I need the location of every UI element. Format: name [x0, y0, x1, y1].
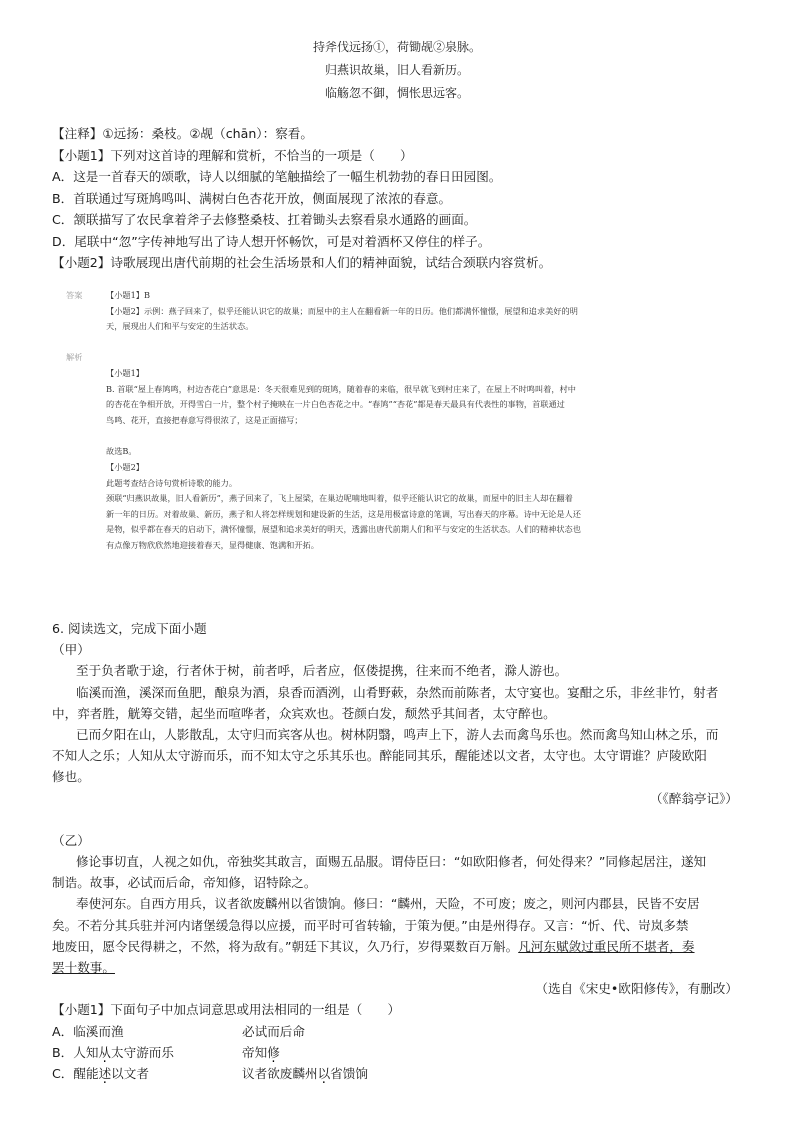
question-stem: 【小题2】诗歌展现出唐代前期的社会生活场景和人们的精神面貌，试结合颈联内容赏析。 [52, 255, 552, 270]
option-text: 以文者 [111, 1066, 149, 1082]
analysis-line: 有点像万物欣欣然地迎接着春天，显得健康、饱满和开拓。 [106, 539, 319, 550]
spacer [106, 428, 726, 444]
option-d: D．尾联中“忽”字传神地写出了诗人想开怀畅饮，可是对着酒杯又停住的样子。 [52, 233, 491, 249]
option-text: 太守游而乐 [111, 1044, 174, 1060]
question-stem: 【小题1】下面句子中加点词意思或用法相同的一组是（ ） [52, 1002, 401, 1018]
poem-line: 归燕识故巢，旧人看新历。 [324, 63, 469, 77]
poem [0, 36, 794, 105]
passage-line [52, 957, 742, 978]
passage-line: 修也。 [52, 769, 90, 785]
passage-source: （《醉翁亭记》） [649, 790, 738, 806]
underlined-sentence: 凡河东赋敛过重民所不堪者，奏 [518, 938, 695, 954]
passage-label-yi: （乙） [52, 832, 90, 848]
option-text: 议者欲废麟州 [242, 1066, 318, 1082]
analysis-line: 颈联“归燕识故巢，旧人看新历”，燕子回来了，飞上屋梁，在巢边呢喃地叫着，似乎还能认识它的故巢，而屋中的旧主人却在翻着 [106, 493, 573, 504]
passage-text: 地废田，愿令民得耕之，不然，将为敌有。”朝廷下其议，久乃行，岁得粟数百万斛。 [52, 938, 519, 954]
option-b-left [52, 1042, 242, 1063]
analysis-line: 【小题2】 [106, 461, 144, 472]
analysis-body [106, 366, 726, 554]
passage-label-jia: （甲） [52, 642, 90, 658]
analysis-line: 故选B。 [106, 446, 137, 457]
passage-line [52, 936, 742, 957]
option-text: 帝知 [242, 1044, 268, 1060]
question-title: 6. 阅读选文，完成下面小题 [52, 621, 207, 636]
answer-label: 答案 [66, 290, 83, 300]
answer-body [106, 288, 726, 335]
analysis-line: 是物，似乎都在春天的启动下，满怀憧憬，展望和追求美好的明天，透露出唐代前期人们和平与安定的生活状态。人们的精神状态也 [106, 524, 581, 535]
passage-line: 已而夕阳在山，人影散乱，太守归而宾客从也。树林阴翳，鸣声上下，游人去而禽鸟乐也。然而禽鸟知山林之乐，而 [76, 727, 719, 743]
passage-line: 奉使河东。自西方用兵，议者欲废麟州以省馈饷。修曰：“麟州，天险，不可废；废之，则河内郡县，民皆不安居 [76, 896, 700, 912]
option-c-left [52, 1063, 242, 1084]
option-b [52, 1042, 742, 1063]
dotted-word: 述 [98, 1066, 112, 1082]
underlined-sentence: 罢十数事。 [52, 960, 115, 976]
option-a-left: A．临溪而渔 [52, 1023, 124, 1039]
passage-line: 中，弈者胜，觥筹交错，起坐而喧哗者，众宾欢也。苍颜白发，颓然乎其间者，太守醉也。 [52, 705, 556, 721]
option-c-right [242, 1066, 368, 1081]
analysis-line: B. 首联“屋上春鸠鸣，村边杏花白”意思是：冬天很难见到的斑鸠，随着春的来临，很早就飞到村庄来了，在屋上不时鸣叫着，村中 [106, 383, 576, 394]
analysis-line: 新一年的日历。对着故巢、新历，燕子和人将怎样规划和建设新的生活，这是用极富诗意的笔调，写出春天的序幕。诗中无论是人还 [106, 508, 581, 519]
question-stem: 【小题1】下列对这首诗的理解和赏析，不恰当的一项是（ ） [52, 147, 413, 163]
analysis-line: 此题考查结合诗句赏析诗歌的能力。 [106, 477, 238, 488]
option-b: B．首联通过写斑鸠鸣叫、满树白色杏花开放，侧面展现了浓浓的春意。 [52, 190, 452, 206]
poem-line: 临觞忽不御，惆怅思远客。 [324, 86, 469, 100]
passage-line: 不知人之乐；人知从太守游而乐，而不知太守之乐其乐也。醉能同其乐，醒能述以文者，太守也。太守谓谁？庐陵欧阳 [52, 748, 707, 764]
annotation-note: 【注释】①远扬：桑枝。②觇（chān）：察看。 [52, 126, 313, 141]
answer-line: 【小题2】示例：燕子回来了，似乎还能认识它的故巢；而屋中的主人在翻看新一年的日历。他们都满怀憧憬，展望和追求美好的明 [106, 305, 578, 316]
spacer [52, 809, 742, 830]
question-block-6 [52, 618, 742, 1084]
option-text: B．人知 [52, 1044, 99, 1060]
option-text: C．醒能 [52, 1066, 99, 1082]
option-text: 省馈饷 [330, 1066, 368, 1082]
passage-line: 制诰。故事，必试而后命，帝知修，诏特除之。 [52, 875, 317, 891]
option-b-right [242, 1045, 280, 1060]
dotted-word: 以 [317, 1066, 331, 1082]
dotted-word: 从 [98, 1044, 112, 1060]
analysis-line: 【小题1】 [106, 368, 144, 378]
poem-line: 持斧伐远扬①，荷锄觇②泉脉。 [312, 40, 481, 54]
passage-line: 修论事切直，人视之如仇，帝独奖其敢言，面赐五品服。谓侍臣曰：“如欧阳修者，何处得来？”同修起居注，遂知 [76, 854, 707, 870]
analysis-line: 鸟鸣、花开，直接把春意写得很浓了，这是正面描写； [106, 414, 303, 425]
passage-line: 至于负者歌于途，行者休于树，前者呼，后者应，伛偻提携，往来而不绝者，滁人游也。 [76, 663, 568, 679]
analysis-line: 的杏花在争相开放，开得雪白一片，整个村子掩映在一片白色杏花之中。“春鸠”“杏花”都是春天最具有代表性的事物，首联通过 [106, 399, 565, 410]
answer-line: 【小题1】B [106, 290, 150, 300]
option-a: A．这是一首春天的颂歌，诗人以细腻的笔触描绘了一幅生机勃勃的春日田园图。 [52, 169, 502, 184]
option-c [52, 1063, 742, 1084]
option-a [52, 1021, 742, 1042]
passage-line: 临溪而渔，溪深而鱼肥，酿泉为酒，泉香而酒洌，山肴野蔌，杂然而前陈者，太守宴也。宴酣之乐，非丝非竹，射者 [76, 684, 719, 700]
passage-line: 矣。不若分其兵驻并河内诸堡缓急得以应援，而平时可省转输，于策为便。”由是州得存。又言：“忻、代、岢岚多禁 [52, 917, 689, 933]
passage-source: （选自《宋史•欧阳修传》，有删改） [535, 981, 738, 997]
analysis-label: 解析 [66, 352, 83, 362]
answer-line: 天，展现出人们和平与安定的生活状态。 [106, 321, 254, 332]
option-c: C．颔联描写了农民拿着斧子去修整桑枝、扛着锄头去察看泉水通路的画面。 [52, 212, 477, 227]
question-block-1 [52, 123, 752, 274]
dotted-word: 修 [267, 1044, 280, 1060]
option-a-right: 必试而后命 [242, 1023, 305, 1039]
